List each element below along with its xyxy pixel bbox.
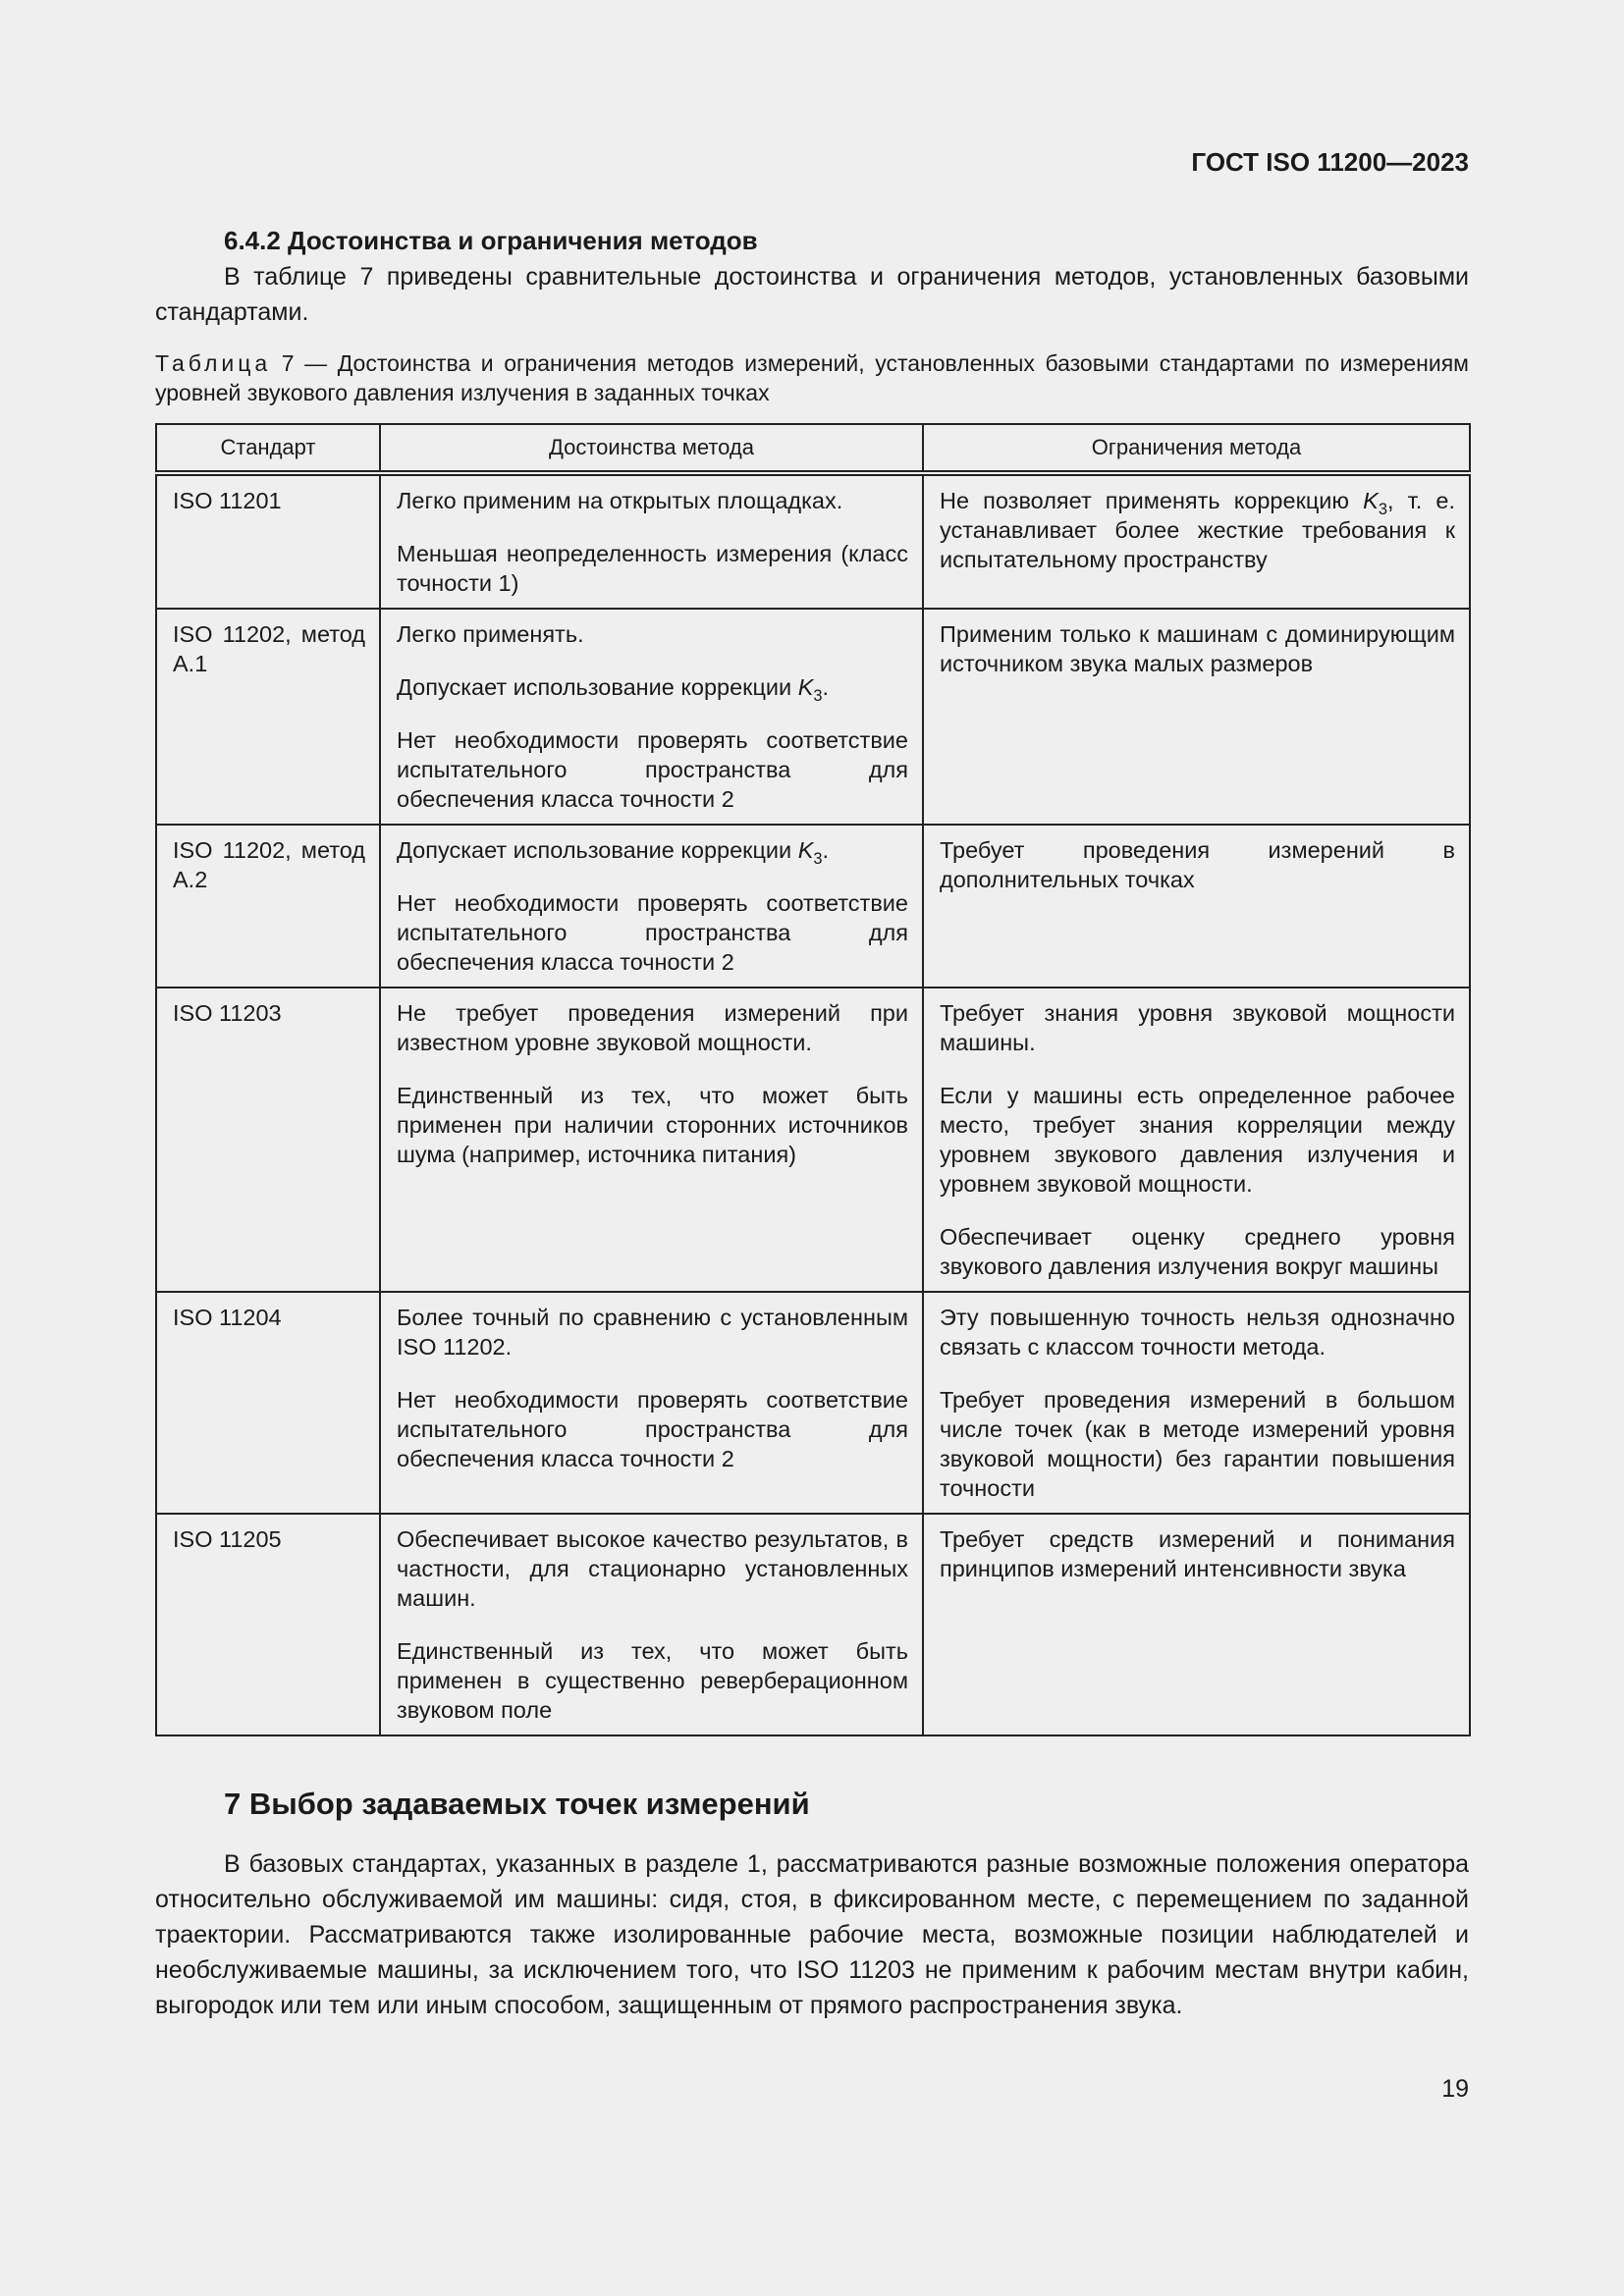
text-fragment: Допускает использование коррекции: [397, 674, 798, 700]
cell-paragraph: Легко применим на открытых площадках.: [397, 488, 843, 513]
cell-paragraph: Обеспечивает высокое качество результатов, в частности, для стационарно установленных машин.: [397, 1526, 908, 1611]
cell-paragraph: Если у машины есть определенное рабочее место, требует знания корреляции между уровнем звукового давления излучения и уровнем звуковой мощности.: [940, 1083, 1455, 1197]
cell-advantages: [380, 988, 923, 1292]
section-7-heading: 7 Выбор задаваемых точек измерений: [224, 1787, 810, 1821]
cell-limitations: [923, 825, 1470, 988]
table-row: [156, 825, 1470, 988]
column-header-standard: Стандарт: [156, 424, 380, 473]
section-642-paragraph: В таблице 7 приведены сравнительные достоинства и ограничения методов, установленных базовыми стандартами.: [155, 263, 1469, 326]
correction-subscript: 3: [813, 687, 823, 705]
cell-advantages: [380, 473, 923, 609]
text-fragment: .: [822, 837, 830, 863]
cell-limitations: [923, 609, 1470, 825]
table-row: [156, 988, 1470, 1292]
cell-limitations: [923, 988, 1470, 1292]
cell-paragraph: Меньшая неопределенность измерения (класс точности 1): [397, 541, 908, 596]
cell-paragraph: Требует средств измерений и понимания принципов измерений интенсивности звука: [940, 1526, 1455, 1581]
table-caption-text: 7 — Достоинства и ограничения методов измерений, установленных базовыми стандартами по измерениям уровней звукового давления излучения в заданных точках: [155, 350, 1469, 405]
cell-paragraph: Нет необходимости проверять соответствие испытательного пространства для обеспечения класса точности 2: [397, 727, 908, 812]
cell-advantages: [380, 609, 923, 825]
cell-standard: ISO 11201: [156, 473, 380, 609]
text-fragment: Допускает использование коррекции: [397, 837, 798, 863]
table-row: [156, 1292, 1470, 1514]
correction-symbol: K: [797, 674, 814, 700]
cell-paragraph: Единственный из тех, что может быть применен при наличии сторонних источников шума (например, источника питания): [397, 1083, 908, 1167]
cell-paragraph: Применим только к машинам с доминирующим источником звука малых размеров: [940, 621, 1455, 676]
cell-advantages: [380, 1292, 923, 1514]
cell-paragraph: [397, 835, 908, 868]
cell-paragraph: Нет необходимости проверять соответствие испытательного пространства для обеспечения класса точности 2: [397, 1387, 908, 1471]
cell-standard: ISO 11202, метод A.1: [156, 609, 380, 825]
cell-limitations: [923, 1514, 1470, 1735]
column-header-advantages: Достоинства метода: [380, 424, 923, 473]
cell-paragraph: Более точный по сравнению с установленным ISO 11202.: [397, 1305, 908, 1360]
correction-symbol: K: [797, 837, 814, 863]
page-number: 19: [1441, 2075, 1469, 2103]
correction-subscript: 3: [1378, 501, 1387, 518]
cell-paragraph: Нет необходимости проверять соответствие испытательного пространства для обеспечения класса точности 2: [397, 890, 908, 975]
correction-symbol: K: [1363, 488, 1379, 513]
table-body: [156, 473, 1470, 1735]
table-caption-label: Таблица: [155, 350, 272, 376]
section-7-paragraph: В базовых стандартах, указанных в разделе 1, рассматриваются разные возможные положения оператора относительно обслуживаемой им машины: сидя, стоя, в фиксированном месте, с перемещением по заданной траектории. Рассматриваются также изолированные рабочие места, возможные позиции наблюдателей и необслуживаемые машины, за исключением того, что ISO 11203 не применим к рабочим местам внутри кабин, выгородок или тем или иным способом, защищенным от прямого распространения звука.: [155, 1850, 1469, 2019]
cell-standard: ISO 11202, метод A.2: [156, 825, 380, 988]
cell-limitations: [923, 473, 1470, 609]
text-fragment: .: [822, 674, 830, 700]
cell-paragraph: Требует проведения измерений в большом числе точек (как в методе измерений уровня звуковой мощности) без гарантии повышения точности: [940, 1387, 1455, 1501]
table-row: [156, 473, 1470, 609]
section-642-heading: 6.4.2 Достоинства и ограничения методов: [224, 226, 758, 255]
cell-paragraph: Легко применять.: [397, 621, 584, 647]
cell-limitations: [923, 1292, 1470, 1514]
correction-subscript: 3: [813, 850, 823, 868]
cell-paragraph: Требует проведения измерений в дополнительных точках: [940, 837, 1455, 892]
cell-paragraph: [397, 672, 908, 705]
cell-paragraph: Не требует проведения измерений при известном уровне звуковой мощности.: [397, 1000, 908, 1055]
document-id-header: ГОСТ ISO 11200—2023: [1191, 147, 1469, 177]
cell-standard: ISO 11204: [156, 1292, 380, 1514]
table-row: [156, 1514, 1470, 1735]
cell-standard: ISO 11205: [156, 1514, 380, 1735]
methods-table: [155, 423, 1471, 1736]
cell-paragraph: Эту повышенную точность нельзя однозначно связать с классом точности метода.: [940, 1305, 1455, 1360]
cell-advantages: [380, 825, 923, 988]
table-header-row: [156, 424, 1470, 473]
text-fragment: , т. е. устанавливает более жесткие требования к испытательному пространству: [940, 488, 1455, 572]
cell-advantages: [380, 1514, 923, 1735]
table-row: [156, 609, 1470, 825]
cell-paragraph: [940, 486, 1455, 574]
cell-standard: ISO 11203: [156, 988, 380, 1292]
text-fragment: Не позволяет применять коррекцию: [940, 488, 1364, 513]
cell-paragraph: Требует знания уровня звуковой мощности машины.: [940, 1000, 1455, 1055]
table-caption: [155, 348, 1469, 407]
column-header-limitations: Ограничения метода: [923, 424, 1470, 473]
cell-paragraph: Единственный из тех, что может быть применен в существенно реверберационном звуковом поле: [397, 1638, 908, 1723]
cell-paragraph: Обеспечивает оценку среднего уровня звукового давления излучения вокруг машины: [940, 1224, 1455, 1279]
